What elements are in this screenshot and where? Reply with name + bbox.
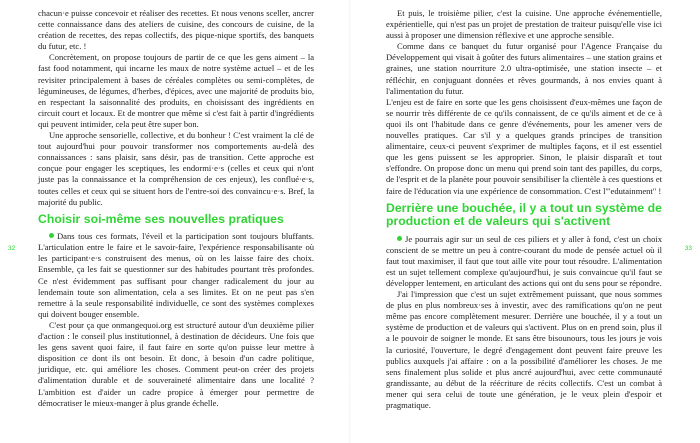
paragraph: Et puis, le troisième pilier, c'est la cuisine. Une approche événementielle, expérientielle, qui n'est pas un projet de prestation de traiteur puisqu'elle vise ici aussi à proposer une dimension réflexive et une approche sensible. bbox=[386, 8, 662, 41]
paragraph bbox=[386, 234, 662, 289]
paragraph: Une approche sensorielle, collective, et du bonheur ! C'est vraiment la clé de tout aujourd'hui pour pouvoir transformer nos comportements au-delà des connaissances : sans plaisir, sans désir, pas de transition. Cette approche est conçue pour engager les sceptiques, les endormi·e·s (celles et ceux qui n'ont juste pas la connaissance et la compréhension de ces enjeux), les conflué·e·s, toutes celles et ceux qui se situent hors de l'entre-soi des convaincu·e·s. Bref, la majorité du public. bbox=[38, 130, 314, 207]
page-number: 32 bbox=[8, 245, 16, 252]
paragraph: L'enjeu est de faire en sorte que les gens choisissent d'eux-mêmes une façon de se nourrir très différente de ce qu'ils connaissent, de ce qu'ils aiment et de ce à quoi ils ont l'habitude dans ce genre d'événements, pour les amener vers de nouvelles pratiques. Car s'il y a quelques grands principes de transition alimentaire, ceux-ci peuvent s'exprimer de multiples façons, et il est essentiel que les gens puissent se les approprier. Sinon, le plaisir disparaît et tout s'effondre. On propose donc un menu qui prend soin tant des papilles, du corps, de l'esprit et de la planète pour pouvoir sensibiliser la clientèle à ces questions et faire de l'éducation via une expérience de consommation. C'est l'"edutainment" ! bbox=[386, 96, 662, 196]
paragraph: chacun·e puisse concevoir et réaliser des recettes. Et nous venons sceller, ancrer cette connaissance dans des ateliers de cuisine, des concours de cuisine, de la création de recettes, des repas collectifs, des pique-nique sportifs, des banquets du futur, etc. ! bbox=[38, 8, 314, 52]
paragraph: Comme dans ce banquet du futur organisé pour l'Agence Française du Développement qui visait à goûter des futurs alimentaires – une station grains et graines, une station nourriture 2.0 ultra-optimisée, une station insecte – et réfléchir, en conjuguant données et rêves gourmands, à nos envies quant à l'alimentation du futur. bbox=[386, 41, 662, 96]
bullet-dot-icon bbox=[397, 236, 402, 241]
paragraph-text: Dans tous ces formats, l'éveil et la participation sont toujours bluffants. L'articulation entre le faire et le savoir-faire, l'expérience responsabilisante où les participant·e·s construisent des menus, où on les laisse faire des choix. Ensemble, ça les fait se questionner sur des habitudes pourtant très profondes. Ce n'est évidemment pas suffisant pour changer radicalement du jour au lendemain toute son alimentation, cela a ses limites. Et on ne peut pas s'en remettre à la seule responsabilité individuelle, ce sont des systèmes complexes qui doivent bouger ensemble. bbox=[38, 231, 314, 319]
paragraph: C'est pour ça que onmangequoi.org est structuré autour d'un deuxième pilier d'action : le conseil plus institutionnel, à destination de décideurs. Une fois que les gens savent quoi faire, il faut faire en sorte qu'on puisse leur mettre à disposition ce dont ils ont besoin. Et donc, à besoin d'un cadre politique, juridique, etc. qui améliore les choses. Comment peut-on créer des projets d'alimentation durable et de souveraineté alimentaire dans une localité ? L'ambition est d'aider un cadre propice à émerger pour permettre de démocratiser le mieux-manger à plus grande échelle. bbox=[38, 319, 314, 408]
bullet-dot-icon bbox=[49, 233, 54, 238]
right-text-column bbox=[386, 8, 662, 411]
paragraph: J'ai l'impression que c'est un sujet extrêmement puissant, que nous sommes de plus en plus nombreux·ses à investir, avec des ramifications qu'on ne peut même pas encore complètement mesurer. Derrière une bouchée, il y a tout un système de production et de valeurs qui s'activent. Plus on en prend soin, plus il a le pouvoir de soigner le monde. Et sans être bisounours, tous les jours je vois la curiosité, l'ouverture, le degré d'engagement dont peuvent faire preuve les publics auxquels j'ai affaire : on a la possibilité d'améliorer les choses. Je me sens finalement plus solide et plus ancré aujourd'hui, avec cette communauté grandissante, au début de la réécriture de récits collectifs. C'est un combat à mener qui sera celui de toute une génération, je le veux plein d'espoir et pragmatique. bbox=[386, 289, 662, 410]
left-text-column bbox=[38, 8, 314, 409]
section-heading: Derrière une bouchée, il y a tout un système de production et de valeurs qui s'activent bbox=[386, 200, 662, 229]
paragraph: Concrètement, on propose toujours de partir de ce que les gens aiment – la fast food notamment, qui incarne les maux de notre système actuel – et de les revisiter principalement à bases de céréales complètes ou semi-complètes, de légumineuses, de légumes, d'herbes, d'épices, avec une majorité de produits bio, en respectant la saisonnalité des produits, en choisissant des ingrédients en circuit court et locaux. Et de montrer que même si c'est fait à partir d'ingrédients qui peuvent intimider, cela peut être super bon. bbox=[38, 52, 314, 129]
right-page bbox=[350, 0, 700, 443]
paragraph bbox=[38, 231, 314, 320]
paragraph-text: Je pourrais agir sur un seul de ces piliers et y aller à fond, c'est un choix conscient de se mettre un peu à contre-courant du mode de pensée actuel où il faut tout maximiser, il faut que tout aille vite pour tout résoudre. L'alimentation est un sujet tellement complexe qu'aujourd'hui, je suis convaincue qu'il faut se développer lentement, en articulant des actions qui ont du sens pour se répondre. bbox=[386, 233, 662, 288]
section-heading: Choisir soi-même ses nouvelles pratiques bbox=[38, 211, 284, 226]
page-number: 33 bbox=[684, 245, 692, 252]
